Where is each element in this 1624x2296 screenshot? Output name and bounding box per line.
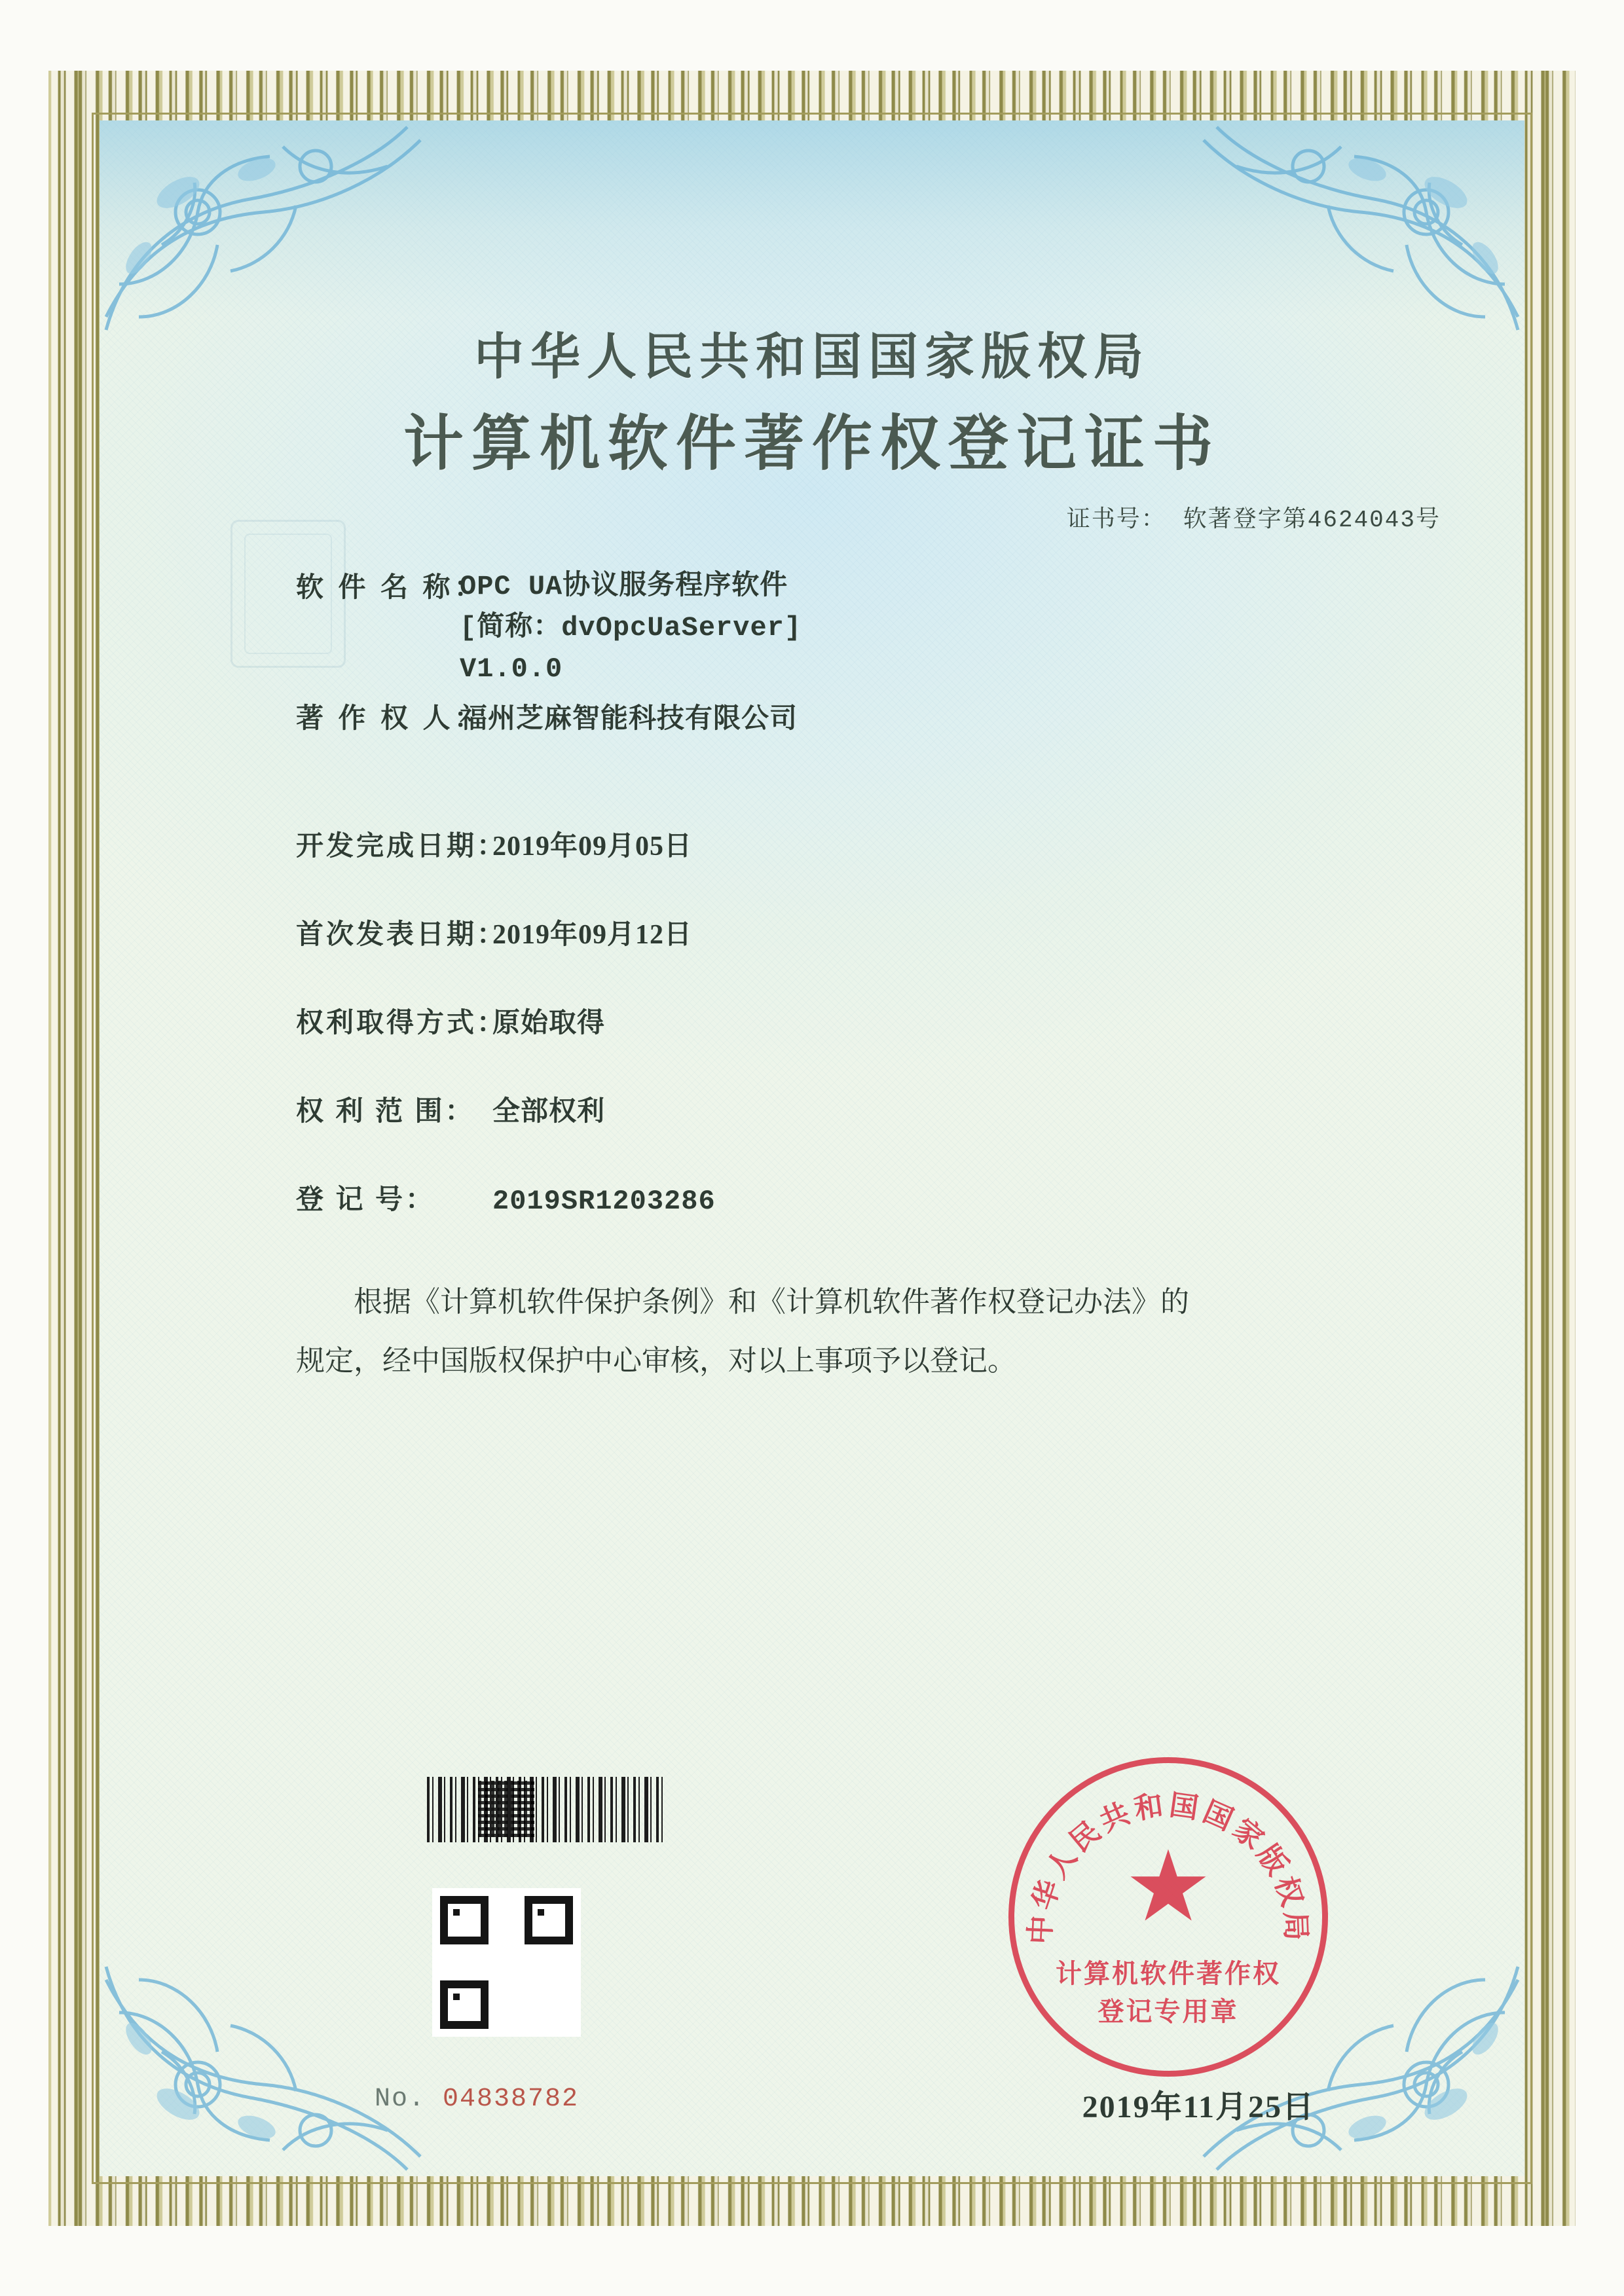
field-rights-acquisition [296, 1001, 605, 1040]
software-name-line1: OPC UA协议服务程序软件 [460, 571, 788, 602]
registration-number-label: 登 记 号： [296, 1185, 436, 1215]
qr-code [432, 1888, 581, 2037]
serial-prefix: No. [375, 2085, 426, 2114]
software-name-label: 软 件 名 称： [296, 573, 486, 603]
datamatrix-icon [478, 1781, 534, 1837]
svg-text:中华人民共和国国家版权局: 中华人民共和国国家版权局 [1024, 1789, 1312, 1945]
field-registration-number [296, 1178, 716, 1217]
field-rights-scope [296, 1089, 605, 1129]
field-development-complete-date [296, 824, 692, 864]
certificate-number-value: 软著登字第4624043号 [1183, 507, 1441, 534]
issuer-title: 中华人民共和国国家版权局 [474, 330, 1150, 385]
certificate-number-label: 证书号： [1066, 505, 1166, 532]
qr-eye-top-left-icon [440, 1896, 489, 1944]
seal-star-icon: ★ [1124, 1831, 1213, 1941]
registration-number-value: 2019SR1203286 [492, 1186, 716, 1217]
software-name-line2: [简称：dvOpcUaServer] [460, 611, 802, 644]
legal-statement [296, 1273, 1380, 1391]
rights-acquisition-label: 权利取得方式： [296, 1008, 507, 1038]
qr-eye-bottom-left-icon [440, 1980, 489, 2029]
seal-line-2: 登记专用章 [1098, 1997, 1239, 2026]
first-publish-value: 2019年09月12日 [492, 920, 693, 950]
serial-number [375, 2085, 579, 2114]
field-software-name [296, 566, 802, 689]
certificate-content [100, 120, 1524, 2176]
issue-date: 2019年11月25日 [1082, 2090, 1315, 2124]
development-complete-label: 开发完成日期： [296, 831, 507, 862]
software-name-line3: V1.0.0 [460, 653, 563, 685]
qr-eye-top-right-icon [525, 1896, 573, 1944]
rights-acquisition-value: 原始取得 [492, 1008, 606, 1038]
rights-scope-value: 全部权利 [492, 1097, 606, 1127]
field-copyright-owner [296, 697, 798, 736]
barcode [427, 1777, 663, 1842]
guilloche-panel [100, 120, 1524, 2176]
qr-code-matrix [436, 1892, 577, 2033]
certificate-title: 计算机软件著作权登记证书 [403, 410, 1221, 477]
rights-scope-label: 权 利 范 围： [296, 1097, 475, 1127]
owner-value: 福州芝麻智能科技有限公司 [460, 704, 798, 734]
legal-statement-line2: 规定，经中国版权保护中心审核，对以上事项予以登记。 [296, 1345, 1016, 1377]
official-seal [1008, 1757, 1328, 2077]
development-complete-value: 2019年09月05日 [492, 831, 693, 862]
certificate-number [1067, 500, 1441, 534]
legal-statement-line1: 根据《计算机软件保护条例》和《计算机软件著作权登记办法》的 [354, 1286, 1189, 1318]
first-publish-label: 首次发表日期： [296, 920, 507, 950]
seal-line-1: 计算机软件著作权 [1056, 1959, 1281, 1988]
field-first-publish-date [296, 913, 692, 952]
owner-label: 著 作 权 人： [296, 704, 486, 734]
serial-value: 04838782 [443, 2085, 580, 2114]
